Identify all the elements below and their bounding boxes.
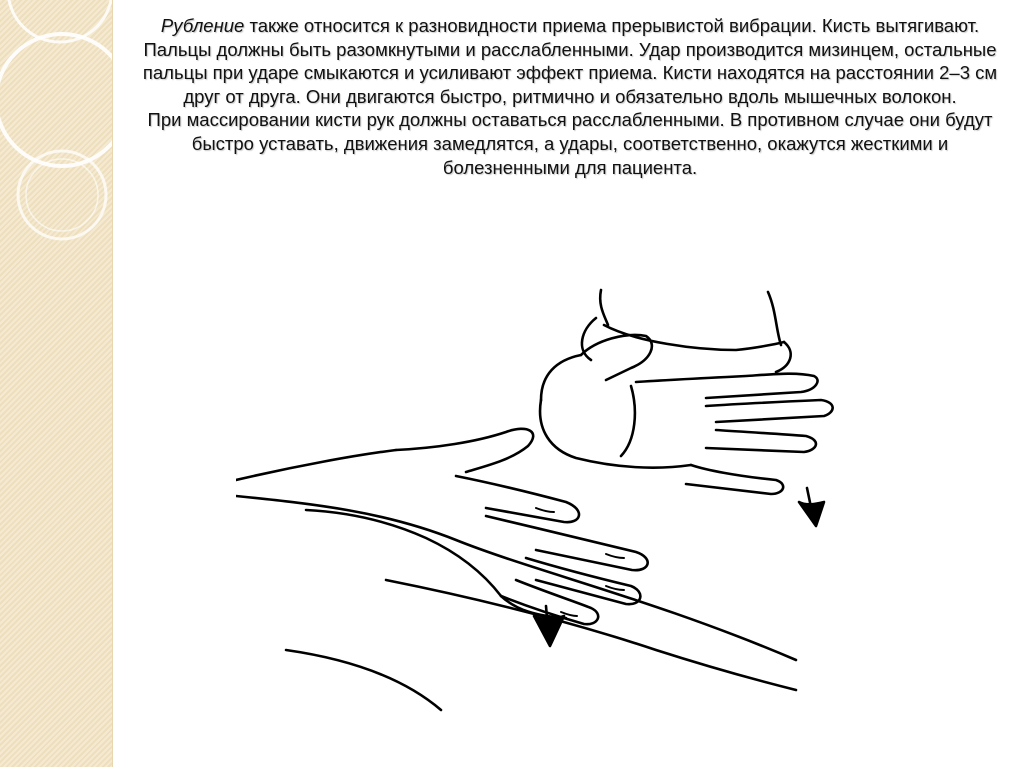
- decorative-rings: [0, 0, 112, 767]
- paragraph-chopping: [135, 14, 1005, 108]
- rear-hand: [540, 290, 833, 494]
- term-chopping: Рубление: [160, 15, 245, 36]
- massage-illustration: [236, 280, 876, 750]
- decorative-sidebar: [0, 0, 113, 767]
- paragraph-chopping-body: также относится к разновидности приема прерывистой вибрации. Кисть вытягивают. Пальцы должны быть разомкнутыми и расслабленными. Удар производится мизинцем, остальные пальцы при ударе смыкаются и усиливают эффект приема. Кисти находятся на расстоянии 2–3 см друг от друга. Они двигаются быстро, ритмично и обязательно вдоль мышечных волокон.: [142, 15, 998, 107]
- slide-text: [135, 14, 1005, 179]
- arrow-down-right: [799, 488, 824, 526]
- paragraph-relaxed-hands: При массировании кисти рук должны оставаться расслабленными. В противном случае они будут быстро уставать, движения замедлятся, а удары, соответственно, окажутся жесткими и болезненными для пациента.: [147, 109, 993, 178]
- front-hand: [236, 429, 648, 624]
